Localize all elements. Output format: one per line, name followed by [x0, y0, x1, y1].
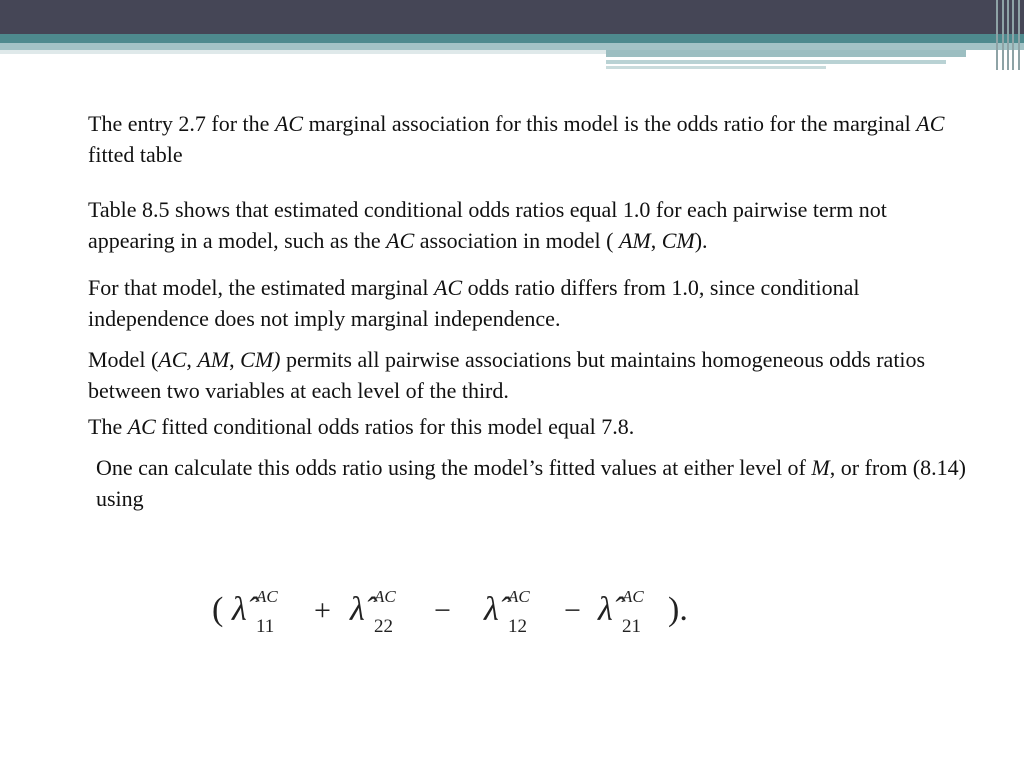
text-run: fitted conditional odds ratios for this model equal 7.8.: [155, 414, 635, 439]
italic-term: AM: [618, 228, 651, 253]
minus-sign-2: −: [564, 594, 581, 627]
superscript-ac-4: AC: [622, 587, 644, 606]
text-run: Table 8.5 shows that estimated conditional odds ratios equal 1.0 for each pairwise term not appearing in a model, such as the: [88, 197, 887, 253]
italic-term: AC: [916, 111, 945, 136]
lambda-term-3: λ̂: [484, 591, 499, 628]
italic-term: AC: [274, 111, 304, 136]
italic-term: AC: [434, 275, 463, 300]
italic-term: M: [811, 455, 830, 480]
text-run: association in model (: [414, 228, 619, 253]
italic-term: AC: [158, 347, 187, 372]
paragraph-table-8-5: [88, 194, 968, 256]
formula-open-paren: (: [212, 591, 224, 628]
header-band-pale: [0, 50, 606, 54]
paragraph-homogeneous-model: [88, 344, 968, 406]
superscript-ac-2: AC: [374, 587, 396, 606]
paragraph-fitted-odds-ratio: [88, 411, 968, 442]
subscript-11: 11: [256, 616, 275, 637]
subscript-22: 22: [374, 616, 393, 637]
header-step-bar: [606, 50, 966, 57]
italic-term: AC: [386, 228, 415, 253]
text-run: For that model, the estimated marginal: [88, 275, 435, 300]
header-band-dark: [0, 0, 1024, 34]
subscript-21: 21: [622, 616, 641, 637]
italic-term: AC: [127, 414, 156, 439]
italic-term: CM): [240, 347, 281, 372]
paragraph-calculation: [96, 452, 968, 514]
italic-term: CM: [661, 228, 695, 253]
text-run: Model (: [88, 347, 159, 372]
text-run: ,: [229, 347, 241, 372]
lambda-term-1: λ̂: [232, 591, 247, 628]
text-run: ).: [694, 228, 708, 253]
header-edge-lines: [992, 0, 1024, 70]
header-band-teal: [0, 34, 1024, 43]
italic-term: AM: [197, 347, 230, 372]
text-run: ,: [650, 228, 662, 253]
lambda-term-2: λ̂: [350, 591, 365, 628]
plus-sign: +: [314, 594, 331, 627]
text-run: permits all pairwise associations but maintains homogeneous odds ratios between two variables at each level of the third.: [88, 347, 926, 403]
superscript-ac-1: AC: [256, 587, 278, 606]
formula-close-paren: ).: [668, 591, 688, 628]
header-band-light: [0, 43, 1024, 50]
formula-svg: [212, 574, 712, 640]
paragraph-entry-2-7: [88, 108, 968, 170]
text-run: One can calculate this odds ratio using the model’s fitted values at either level of: [96, 455, 812, 480]
text-run: , or from (8.14) using: [96, 455, 966, 511]
text-run: odds ratio differs from 1.0, since conditional independence does not imply marginal independence.: [88, 275, 860, 331]
subscript-12: 12: [508, 616, 527, 637]
text-run: The entry 2.7 for the: [88, 111, 275, 136]
minus-sign-1: −: [434, 594, 451, 627]
text-run: fitted table: [88, 142, 183, 167]
lambda-term-4: λ̂: [598, 591, 613, 628]
text-run: marginal association for this model is the odds ratio for the marginal: [303, 111, 917, 136]
lambda-formula: [212, 574, 712, 640]
header-step-bar: [606, 66, 826, 69]
paragraph-marginal-odds-ratio: [88, 272, 968, 334]
slide-body: [88, 108, 968, 534]
text-run: The: [88, 414, 128, 439]
superscript-ac-3: AC: [508, 587, 530, 606]
header-step-bar: [606, 60, 946, 64]
text-run: ,: [186, 347, 198, 372]
